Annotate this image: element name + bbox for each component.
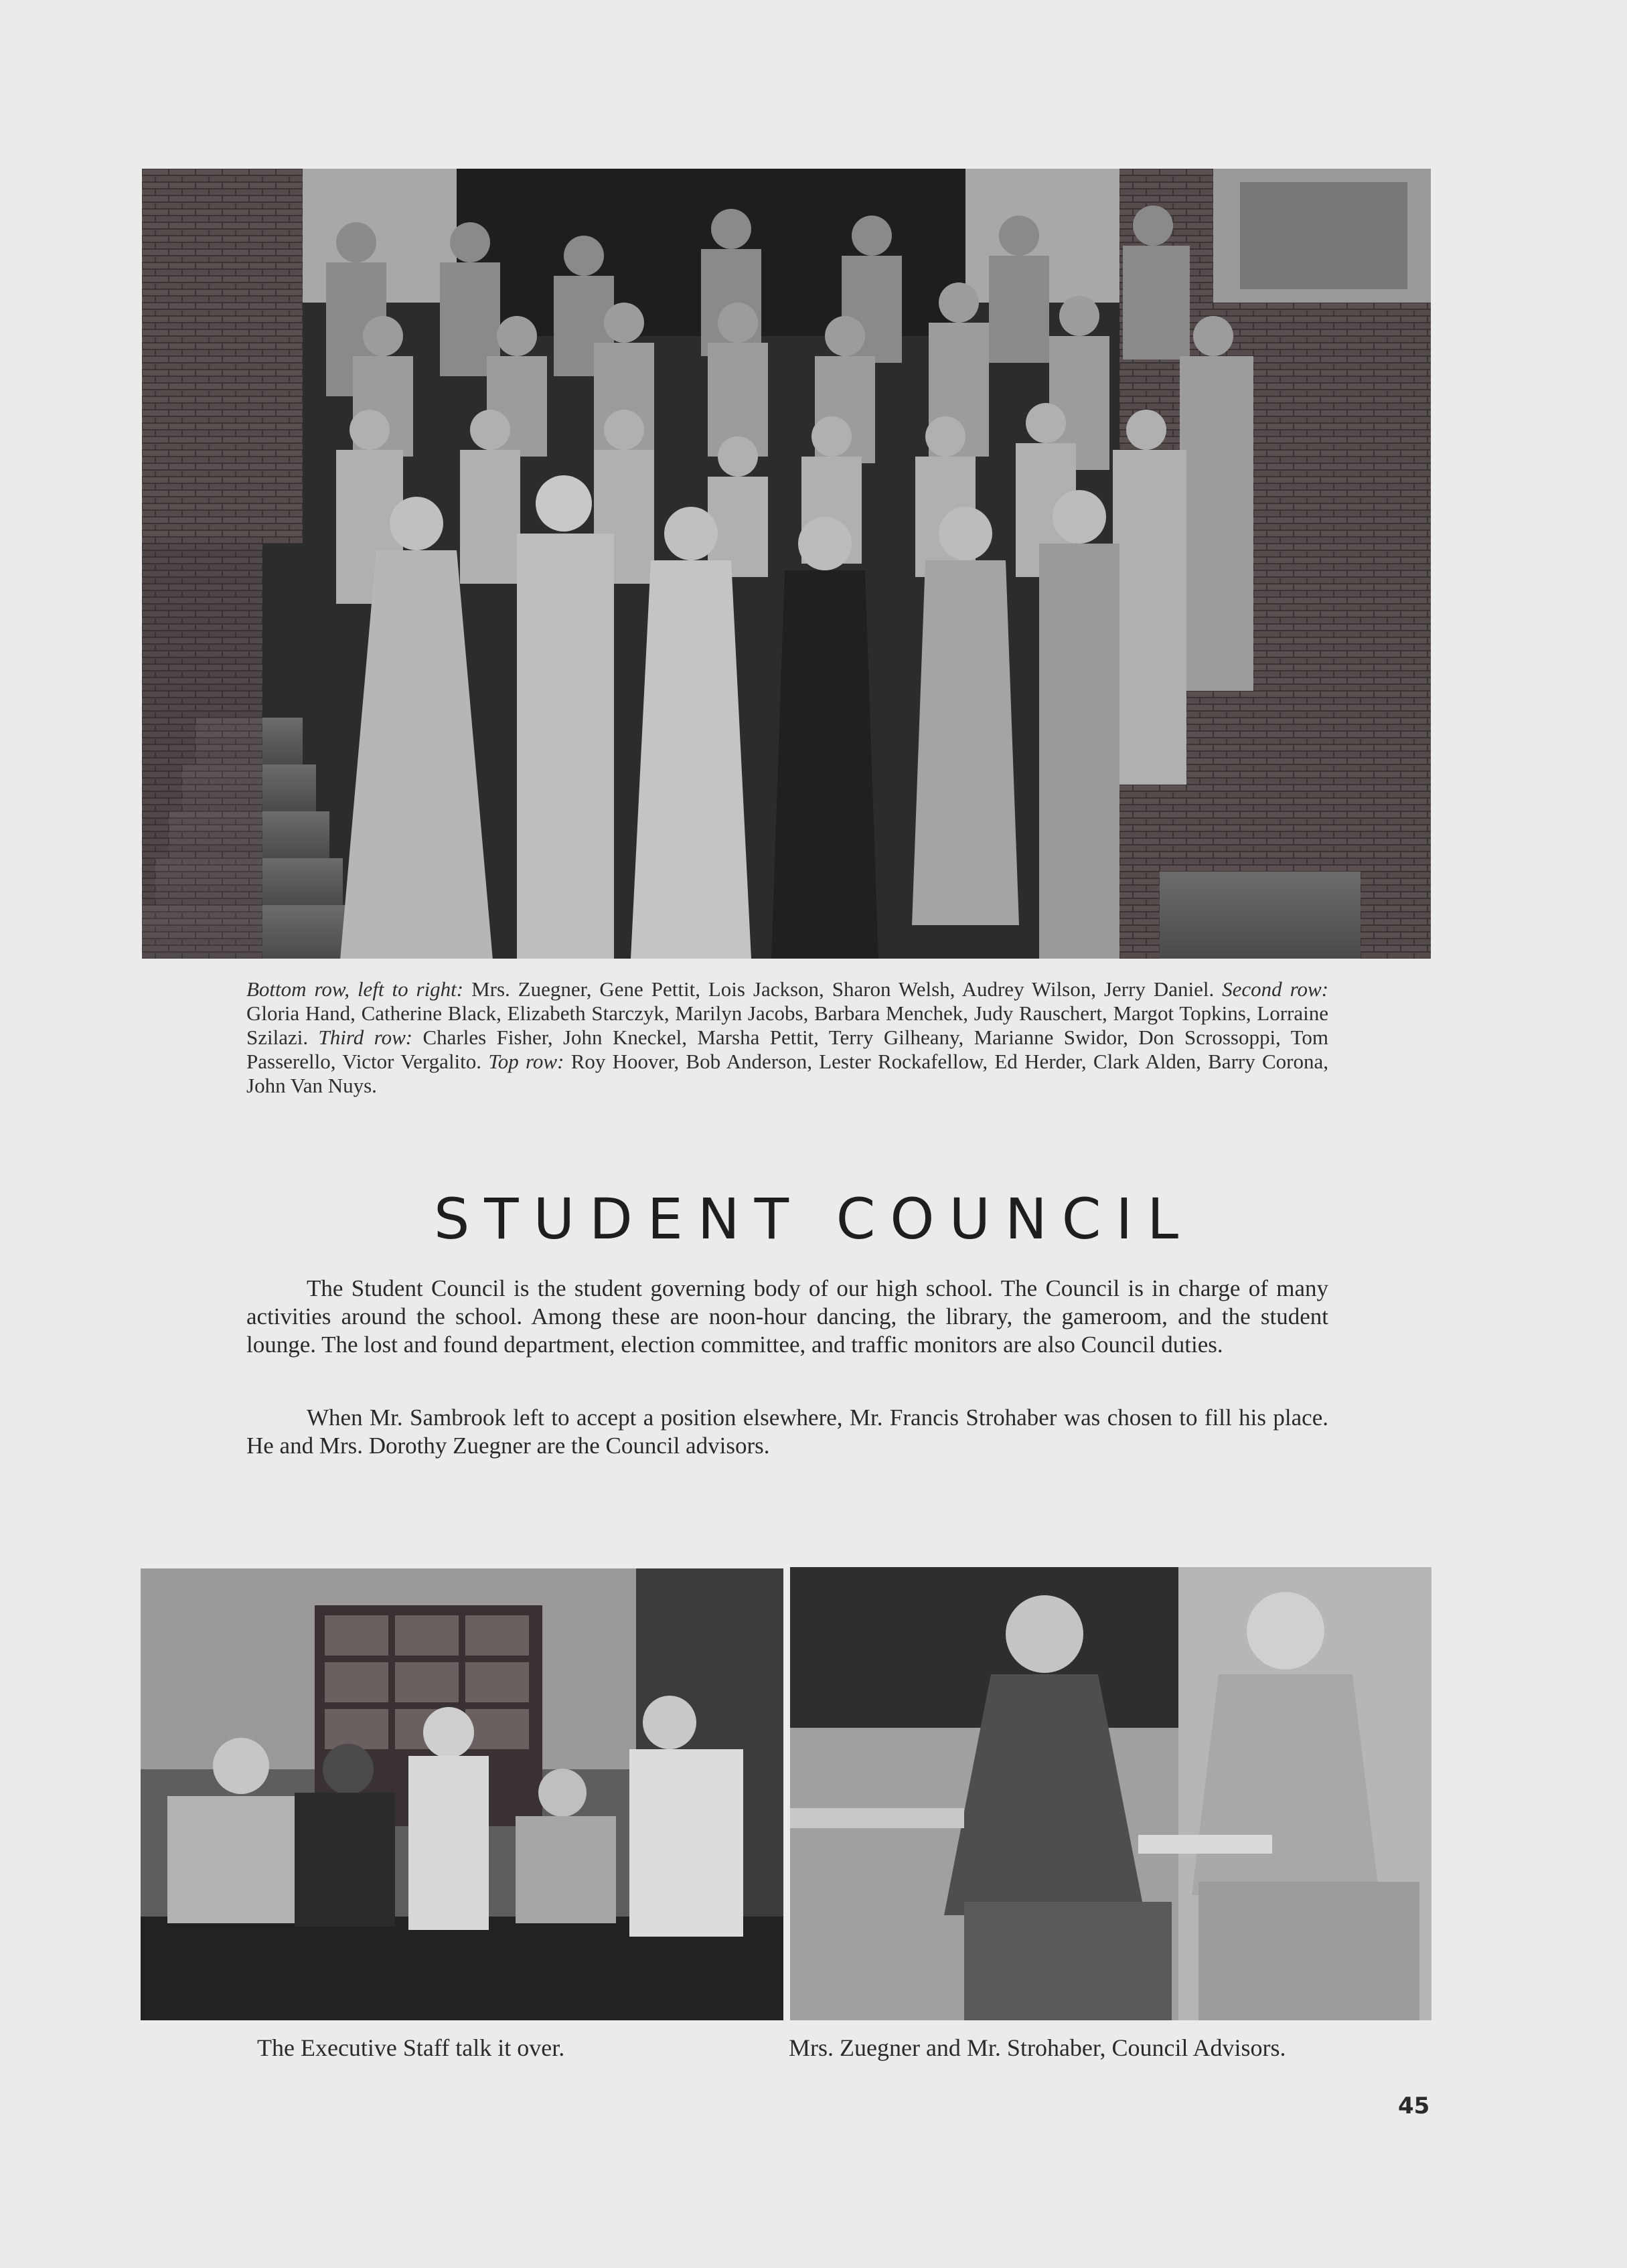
third-row-label: Third row	[318, 1026, 406, 1049]
advisors-photo	[790, 1567, 1431, 2020]
body-paragraph-2: When Mr. Sambrook left to accept a position elsewhere, Mr. Francis Strohaber was chosen to fill his place. He and Mrs. Dorothy Zuegner are the Council advisors.	[246, 1404, 1328, 1459]
bottom-row-names: Mrs. Zuegner, Gene Pettit, Lois Jackson, Sharon Welsh, Audrey Wilson, Jerry Daniel.	[471, 977, 1215, 1001]
bottom-row-label: Bottom row, left to right	[246, 977, 457, 1001]
advisors-caption: Mrs. Zuegner and Mr. Strohaber, Council Advisors.	[789, 2034, 1286, 2061]
executive-staff-photo	[141, 1568, 783, 2020]
top-row-names: Roy Hoover, Bob Anderson, Lester Rockafellow, Ed Herder, Clark Alden, Barry Corona, John Van Nuys.	[246, 1050, 1329, 1097]
group-photo-caption: Bottom row, left to right: Mrs. Zuegner, Gene Pettit, Lois Jackson, Sharon Welsh, Audrey Wilson, Jerry Daniel. Second row: Gloria Hand, Catherine Black, Elizabeth Starczyk, Marilyn Jacobs, Barbara Menchek, Judy Rauschert, Margot Topkins, Lorraine Szilazi. Third row: Charles Fisher, John Kneckel, Marsha Pettit, Terry Gilheany, Marianne Swidor, Don Scrossoppi, Tom Passerello, Victor Vergalito. Top row: Roy Hoover, Bob Anderson, Lester Rockafellow, Ed Herder, Clark Alden, Barry Corona, John Van Nuys.	[246, 977, 1329, 1097]
executive-staff-caption: The Executive Staff talk it over.	[257, 2034, 565, 2061]
page-title: STUDENT COUNCIL	[433, 1186, 1194, 1252]
body-paragraph-1: The Student Council is the student governing body of our high school. The Council is in charge of many activities around the school. Among these are noon-hour dancing, the library, the gameroom, and the student lounge. The lost and found department, election committee, and traffic monitors are also Council duties.	[246, 1275, 1328, 1358]
top-row-label: Top row	[488, 1050, 558, 1073]
third-row-names: Charles Fisher, John Kneckel, Marsha Pettit, Terry Gilheany, Marianne Swidor, Don Scrossoppi, Tom Passerello, Victor Vergalito.	[246, 1026, 1329, 1073]
second-row-names: Gloria Hand, Catherine Black, Elizabeth Starczyk, Marilyn Jacobs, Barbara Menchek, Judy Rauschert, Margot Topkins, Lorraine Szilazi.	[246, 1001, 1328, 1049]
group-photo	[142, 169, 1431, 959]
second-row-label: Second row	[1222, 977, 1322, 1001]
page-number: 45	[1398, 2093, 1430, 2119]
